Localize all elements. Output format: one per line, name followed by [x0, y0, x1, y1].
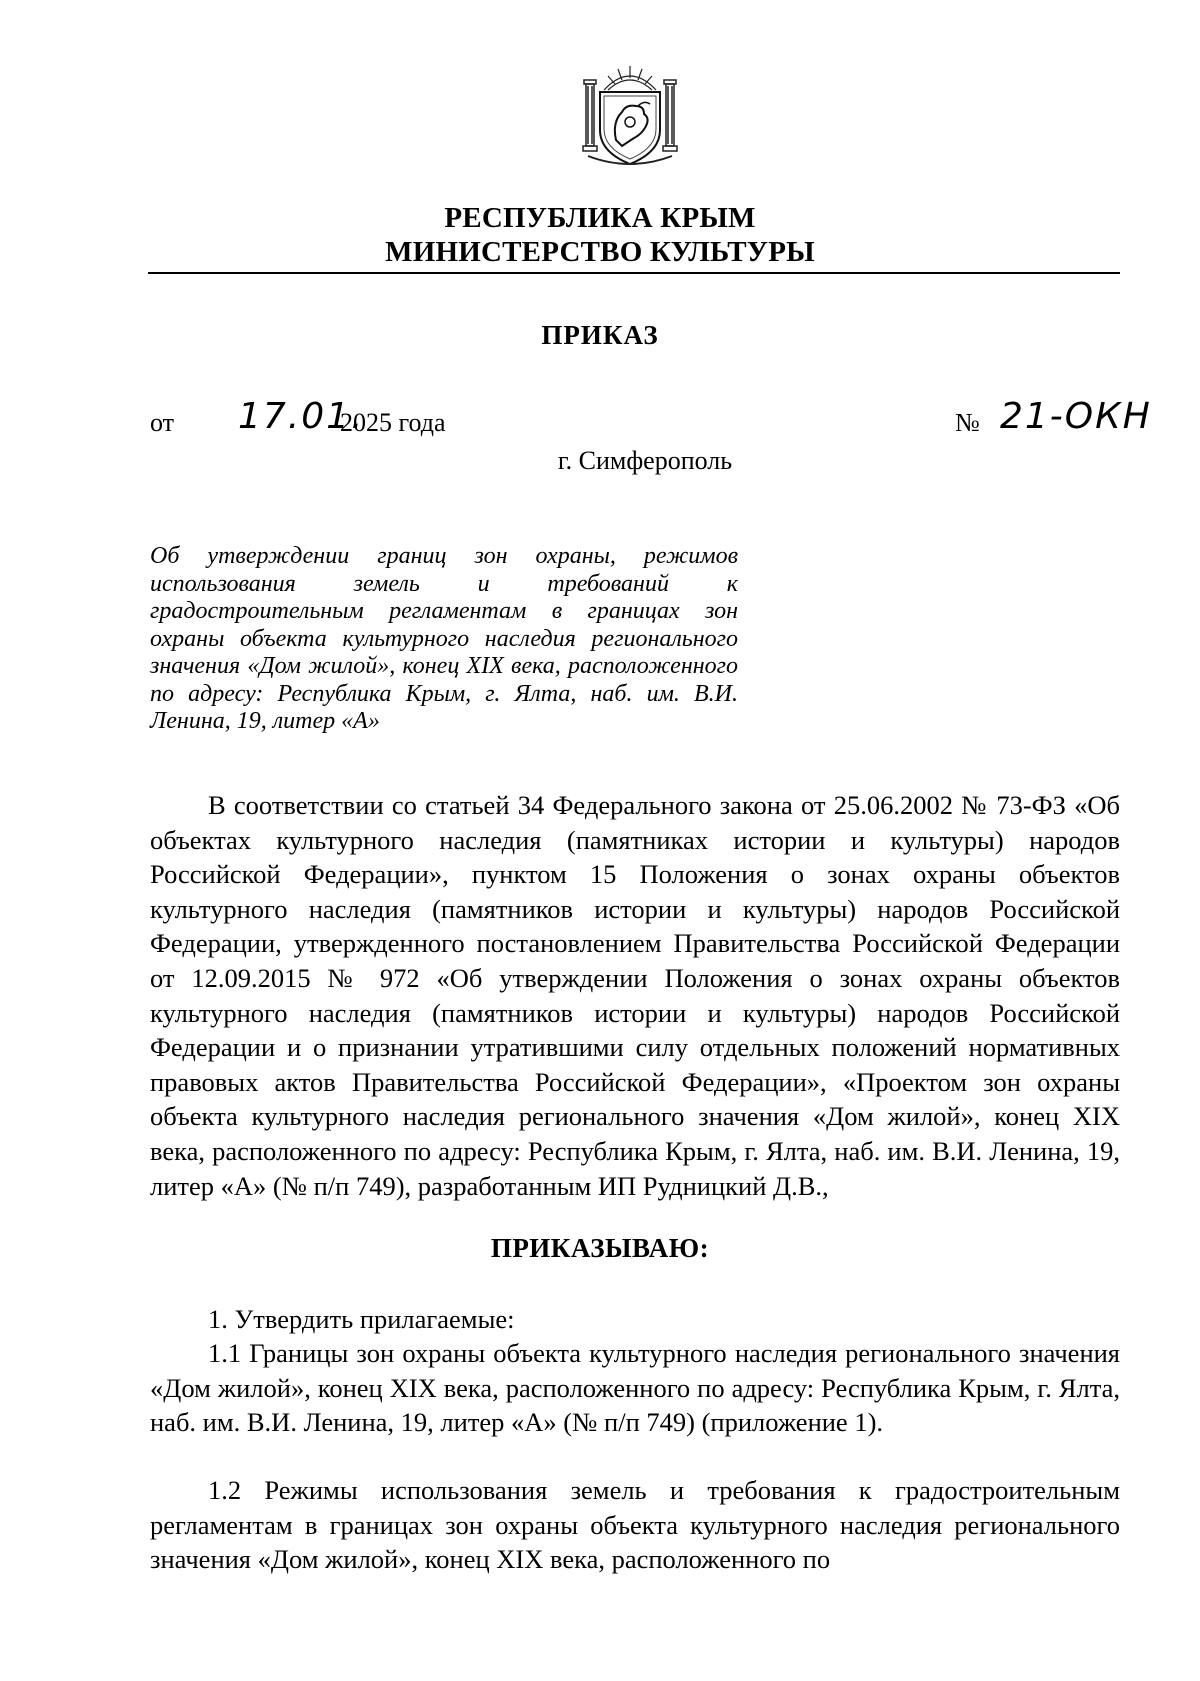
- item-1: 1. Утвердить прилагаемые:: [208, 1304, 515, 1334]
- republic-title: РЕСПУБЛИКА КРЫМ: [444, 202, 756, 234]
- ministry-title: МИНИСТЕРСТВО КУЛЬТУРЫ: [385, 236, 815, 268]
- order-heading: ПРИКАЗЫВАЮ:: [490, 1233, 710, 1263]
- date-year: 2025 года: [340, 408, 446, 437]
- preamble-paragraph: В соответствии со статьей 34 Федерального закона от 25.06.2002 № 73-ФЗ «Об объектах культурного наследия (памятниках истории и культуры) народов Российской Федерации», пунктом 15 Положения о зонах охраны объектов культурного наследия (памятников истории и культуры) народов Российской Федерации, утвержденного постановлением Правительства Российской Федерации от 12.09.2015 № 972 «Об утверждении Положения о зонах охраны объектов культурного наследия (памятников истории и культуры) народов Российской Федерации и о признании утратившими силу отдельных положений нормативных правовых актов Правительства Российской Федерации», «Проектом зон охраны объекта культурного наследия регионального значения «Дом жилой», конец XIX века, расположенного по адресу: Республика Крым, г. Ялта, наб. им. В.И. Ленина, 19, литер «А» (№ п/п 749), разработанным ИП Рудницкий Д.В.,: [150, 790, 1120, 1201]
- date-from-label: от: [150, 408, 175, 437]
- item-1-1: 1.1 Границы зон охраны объекта культурного наследия регионального значения «Дом жилой», конец XIX века, расположенного по адресу: Республика Крым, г. Ялта, наб. им. В.И. Ленина, 19, литер «А» (№ п/п 749) (приложение 1).: [150, 1338, 1120, 1438]
- document-type-title: ПРИКАЗ: [541, 320, 659, 350]
- date-handwritten: 17.01.: [238, 396, 365, 437]
- header-divider: [148, 272, 1120, 274]
- city-line: г. Симферополь: [557, 446, 733, 475]
- order-subject: Об утверждении границ зон охраны, режимов использования земель и требований к градостроительным регламентам в границах зон охраны объекта культурного наследия регионального значения «Дом жилой», конец XIX века, расположенного по адресу: Республика Крым, г. Ялта, наб. им. В.И. Ленина, 19, литер «А»: [150, 543, 738, 734]
- order-number-handwritten: 21-ОКН: [1000, 396, 1152, 437]
- number-label: №: [955, 408, 980, 437]
- item-1-2: 1.2 Режимы использования земель и требования к градостроительным регламентам в границах зон охраны объекта культурного наследия регионального значения «Дом жилой», конец XIX века, расположенного по: [150, 1475, 1120, 1575]
- crimea-coat-of-arms-icon: [578, 60, 682, 170]
